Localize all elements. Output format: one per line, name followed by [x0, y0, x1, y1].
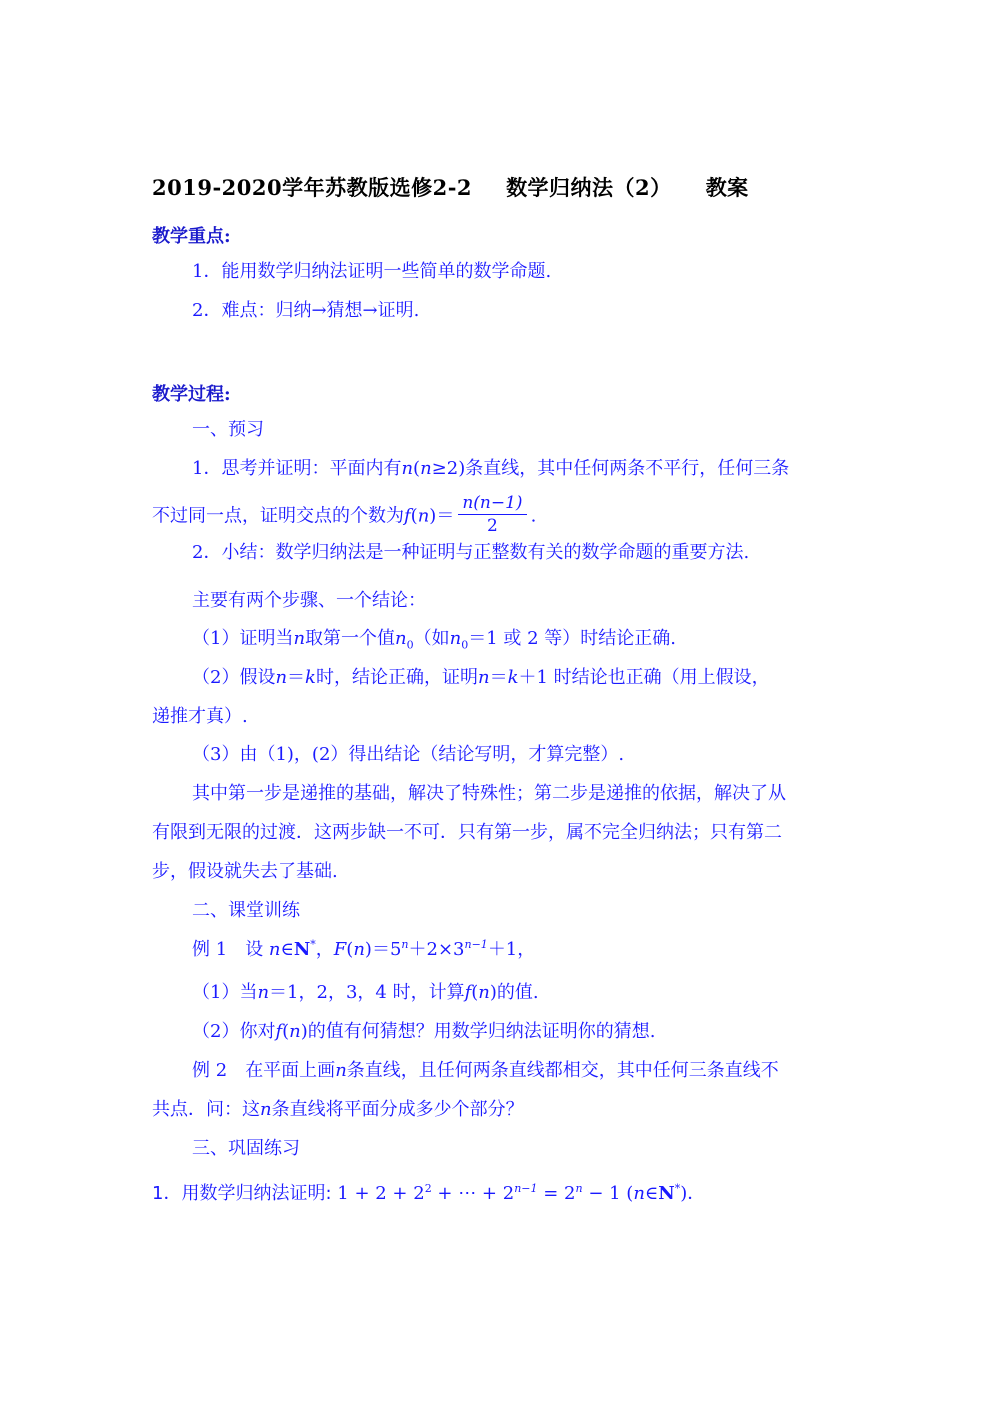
- question1-line2: 不过同一点，证明交点的个数为f(n)＝ $\frac{n(n-1)}{2}$ .: [152, 493, 537, 536]
- key-point-item-2: 2．难点：归纳→猜想→证明.: [192, 300, 420, 321]
- step1: （1）证明当n取第一个值$n_0$（如$n_0=1$ 或 2 等）时结论正确.: [192, 628, 677, 652]
- example1: 例 1 设 n∈N*，$F(n)=5^n+2\times 3^{n-1}+1$，: [192, 938, 536, 960]
- fraction-formula: $\frac{n(n-1)}{2}$: [458, 492, 526, 537]
- example2-line2: 共点．问：这n条直线将平面分成多少个部分？: [152, 1099, 524, 1120]
- section3-title: 三、巩固练习: [192, 1138, 300, 1159]
- step2-line2: 递推才真）.: [152, 706, 248, 727]
- example1-part1: （1）当n＝1，2，3，4 时，计算f(n)的值.: [192, 982, 539, 1003]
- title-type: 教案: [705, 175, 749, 200]
- step3: （3）由（1)，(2）得出结论（结论写明，才算完整）.: [192, 744, 625, 765]
- step2-line1: （2）假设n＝k时，结论正确，证明n＝k＋1 时结论也正确（用上假设，: [192, 667, 770, 688]
- example1-part2: （2）你对f(n)的值有何猜想？用数学归纳法证明你的猜想.: [192, 1021, 656, 1042]
- title-course: 2019-2020学年苏教版选修2-2: [152, 175, 473, 200]
- question2: 2．小结：数学归纳法是一种证明与正整数有关的数学命题的重要方法.: [192, 542, 750, 563]
- steps-intro: 主要有两个步骤、一个结论：: [192, 590, 426, 611]
- note-line3: 步，假设就失去了基础.: [152, 861, 338, 882]
- note-line1: 其中第一步是递推的基础，解决了特殊性；第二步是递推的依据，解决了从: [192, 783, 786, 804]
- title-topic: 数学归纳法（2）: [506, 175, 672, 200]
- section2-title: 二、课堂训练: [192, 900, 300, 921]
- process-heading: 教学过程:: [152, 384, 231, 405]
- section1-title: 一、预习: [192, 419, 264, 440]
- example2-line1: 例 2 在平面上画n条直线，且任何两条直线都相交，其中任何三条直线不: [192, 1060, 779, 1081]
- exercise1: 1．用数学归纳法证明: $1 + 2 + 2^2$ + ⋯ + $2^{n-1} = 2^n - 1$ (n∈N*)．: [152, 1182, 706, 1204]
- key-points-heading: 教学重点:: [152, 226, 231, 247]
- page-title: [152, 172, 749, 202]
- key-point-item-1: 1．能用数学归纳法证明一些简单的数学命题.: [192, 261, 552, 282]
- note-line2: 有限到无限的过渡．这两步缺一不可．只有第一步，属不完全归纳法；只有第二: [152, 822, 782, 843]
- question1-line1: 1．思考并证明：平面内有n(n≥2)条直线，其中任何两条不平行，任何三条: [192, 458, 790, 479]
